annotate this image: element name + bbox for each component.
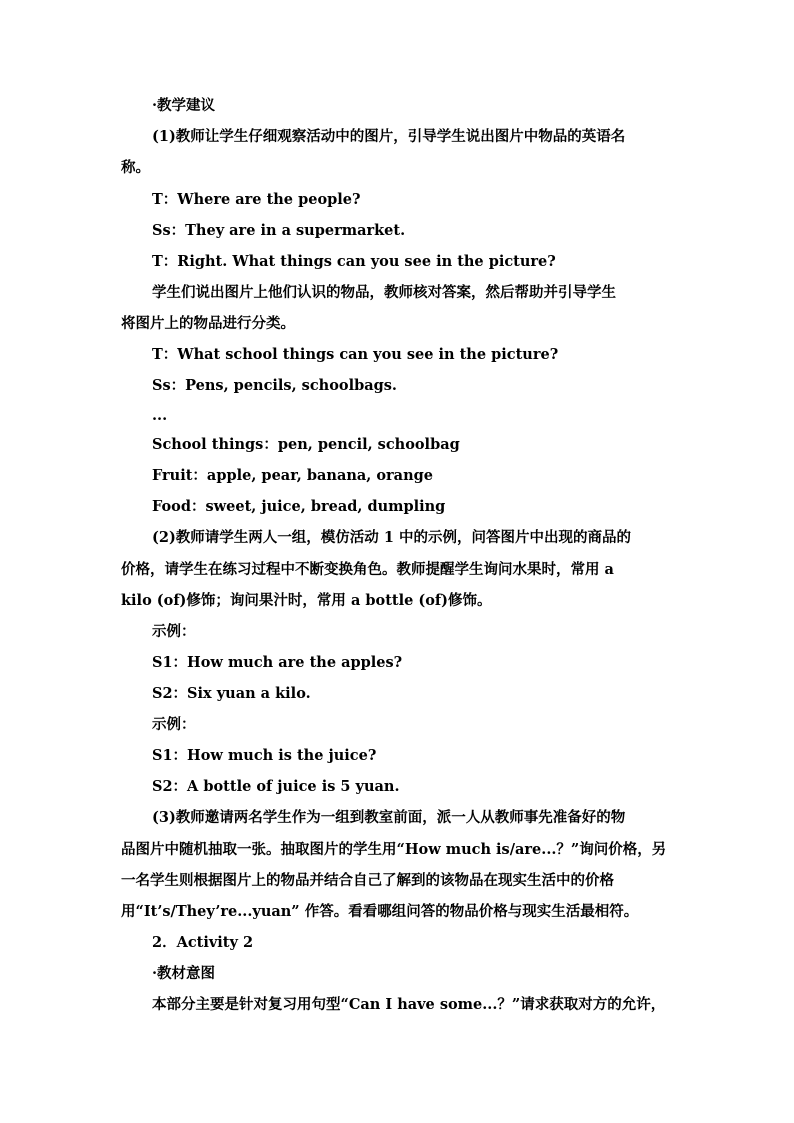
paragraph-line: 品图片中随机抽取一张。抽取图片的学生用“How much is/are...？”询问价格，另 <box>121 841 667 858</box>
paragraph-line: 称。 <box>121 159 150 176</box>
paragraph-line: kilo (of)修饰；询问果汁时，常用 a bottle (of)修饰。 <box>121 592 492 609</box>
dialogue-line: S2：Six yuan a kilo. <box>152 685 311 702</box>
category-line-school-things: School things：pen, pencil, schoolbag <box>152 436 460 453</box>
paragraph-line: (1)教师让学生仔细观察活动中的图片，引导学生说出图片中物品的英语名 <box>152 128 626 145</box>
category-line-fruit: Fruit：apple, pear, banana, orange <box>152 467 433 484</box>
paragraph-line: 学生们说出图片上他们认识的物品，教师核对答案，然后帮助并引导学生 <box>152 284 616 301</box>
dialogue-line: Ss：Pens, pencils, schoolbags. <box>152 377 397 394</box>
paragraph-line: 本部分主要是针对复习用句型“Can I have some...？”请求获取对方的允许， <box>152 996 666 1013</box>
category-line-food: Food：sweet, juice, bread, dumpling <box>152 498 446 515</box>
dialogue-line: T：Where are the people? <box>152 191 361 208</box>
example-label: 示例： <box>152 716 196 733</box>
paragraph-line: (2)教师请学生两人一组，模仿活动 1 中的示例，问答图片中出现的商品的 <box>152 529 631 546</box>
ellipsis-line: ... <box>152 407 168 424</box>
dialogue-line: T：What school things can you see in the picture? <box>152 346 559 363</box>
section-heading-material-intent: ·教材意图 <box>152 965 216 982</box>
example-label: 示例： <box>152 623 196 640</box>
paragraph-line: 将图片上的物品进行分类。 <box>121 315 295 332</box>
paragraph-line: 价格，请学生在练习过程中不断变换角色。教师提醒学生询问水果时，常用 a <box>121 561 614 578</box>
paragraph-line: 用“It’s/They’re...yuan” 作答。看看哪组问答的物品价格与现实生活最相符。 <box>121 903 639 920</box>
dialogue-line: S1：How much is the juice? <box>152 747 377 764</box>
section-heading-activity-2: 2．Activity 2 <box>152 934 254 951</box>
dialogue-line: S1：How much are the apples? <box>152 654 403 671</box>
dialogue-line: S2：A bottle of juice is 5 yuan. <box>152 778 400 795</box>
paragraph-line: (3)教师邀请两名学生作为一组到教室前面，派一人从教师事先准备好的物 <box>152 809 626 826</box>
paragraph-line: 一名学生则根据图片上的物品并结合自己了解到的该物品在现实生活中的价格 <box>121 872 614 889</box>
dialogue-line: T：Right. What things can you see in the picture? <box>152 253 556 270</box>
section-heading-teaching-suggestions: ·教学建议 <box>152 97 216 114</box>
dialogue-line: Ss：They are in a supermarket. <box>152 222 406 239</box>
